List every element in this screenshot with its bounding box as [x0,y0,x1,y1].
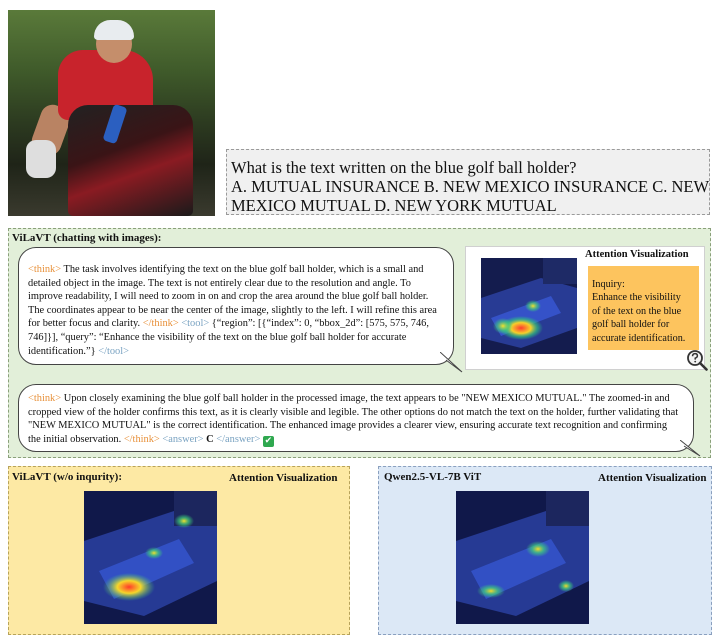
inquiry-line: golf ball holder for [592,319,670,331]
photo-cap [94,20,134,40]
tool-close-tag: </tool> [98,345,129,357]
think-close-tag: </think> [142,318,179,330]
heatmap-qwen-vit [456,491,589,624]
panel-without-inquiry-attention-title: Attention Visualization [229,472,338,484]
vilavt-section-title: ViLaVT (chatting with images): [12,232,162,244]
answer-value: C [206,433,214,445]
magnifier-question-icon [686,349,708,371]
reasoning-bubble-2 [18,384,694,452]
panel-without-inquiry-title: ViLaVT (w/o inqurity): [12,471,123,483]
question-line-3: MEXICO MUTUAL D. NEW YORK MUTUAL [231,196,557,215]
answer-open-tag: <answer> [162,433,204,445]
golf-photo [8,10,215,216]
question-line-1: What is the text written on the blue golf ball holder? [231,158,577,177]
think-open-tag: <think> [28,393,62,404]
photo-golf-bag [68,105,193,216]
panel-qwen-attention-title: Attention Visualization [598,472,707,484]
inquiry-label: Inquiry: [592,279,625,290]
reasoning-bubble-1 [18,247,454,365]
think-open-tag: <think> [28,264,62,275]
think-text: The task involves identifying the text on the blue golf ball holder, which is a small and detailed object in the image. The text is not entirely clear due to the resolution and angle. To improve readability, I will need to zoom in on and crop the area around the blue golf ball holder. The coordinates appear to be near the center of the image, slightly to the left. I will refine this area for better focus and clarity. [28,264,437,330]
think-text: Upon closely examining the blue golf ball holder in the processed image, the text appears to be "NEW MEXICO MUTUAL." The zoomed-in and cropped view of the holder confirms this text, as it is clearly visible and legible. The other options do not match the text on the holder, further validating that "NEW MEXICO MUTUAL" is the correct identification. The enhanced image provides a clearer view, ensuring accurate text recognition and confirming the initial observation. [28,393,679,445]
photo-glove [26,140,56,178]
inquiry-line: accurate identification. [592,332,686,344]
answer-close-tag: </answer> [216,433,261,445]
panel-qwen-title: Qwen2.5-VL-7B ViT [384,471,482,483]
tool-open-tag: <tool> [181,318,210,330]
attention-heatmap-crop [481,258,577,354]
attention-title: Attention Visualization [585,249,689,260]
inquiry-note [588,266,699,350]
think-close-tag: </think> [123,433,160,445]
question-box [226,149,710,215]
bubble-1-tail [440,352,464,374]
bubble-2-tail [680,440,704,458]
inquiry-line: Enhance the visibility [592,292,681,304]
tool-text: {“region”: [{“index”: 0, “bbox_2d”: [575, 575, 746, 746]}], “query”: “Enhance the visibility of the text on the blue golf ball holder for accurate identification.”} [28,318,429,357]
question-line-2: A. MUTUAL INSURANCE B. NEW MEXICO INSURANCE C. NEW [231,177,710,196]
inquiry-line: of the text on the blue [592,305,682,317]
heatmap-without-inquiry [84,491,217,624]
checkmark-icon: ✔ [264,435,273,446]
